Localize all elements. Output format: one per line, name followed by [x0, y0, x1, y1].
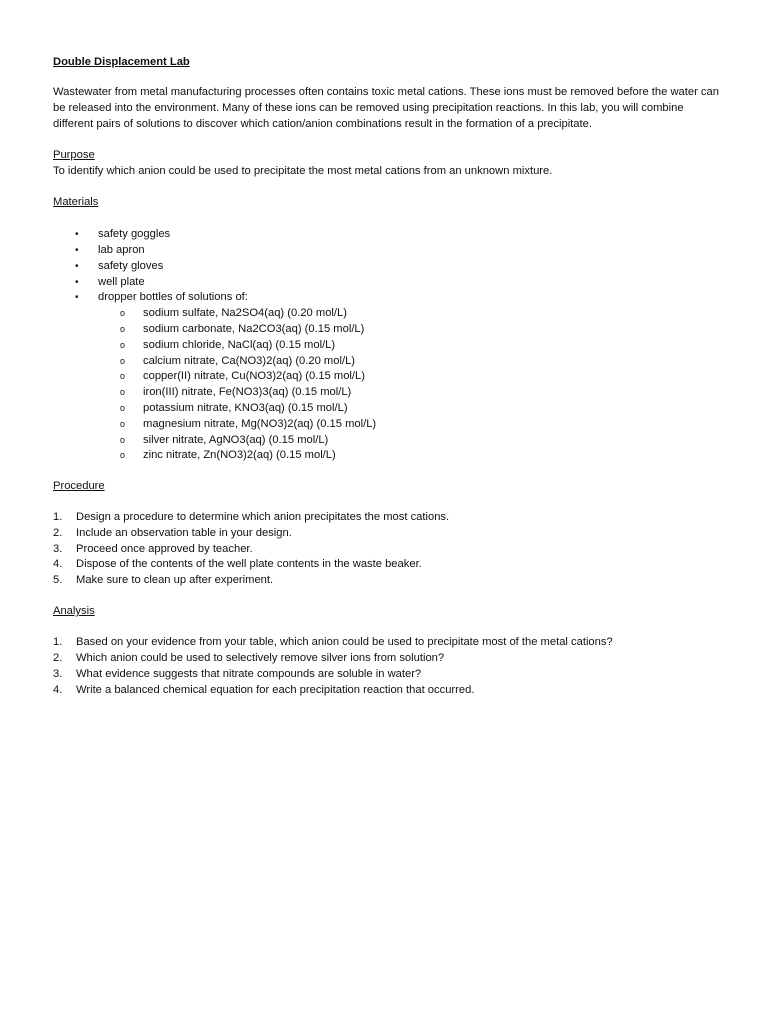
circle-bullet-icon: o — [120, 387, 126, 398]
circle-bullet-icon: o — [120, 418, 126, 429]
analysis-list — [53, 635, 721, 698]
materials-item-label: well plate — [98, 275, 145, 288]
step-number: 3. — [53, 542, 63, 555]
circle-bullet-icon: o — [120, 434, 126, 445]
analysis-question — [53, 651, 721, 667]
question-number: 4. — [53, 683, 63, 696]
solution-item — [53, 401, 721, 417]
circle-bullet-icon: o — [120, 371, 126, 382]
solutions-list — [98, 306, 721, 464]
materials-item-label: safety gloves — [98, 259, 164, 272]
materials-item — [53, 290, 721, 464]
question-text: Write a balanced chemical equation for each precipitation reaction that occurred. — [76, 683, 475, 696]
circle-bullet-icon: o — [120, 324, 126, 335]
solution-label: sodium chloride, NaCl(aq) (0.15 mol/L) — [143, 338, 336, 351]
solution-item — [53, 322, 721, 338]
question-number: 3. — [53, 667, 63, 680]
materials-item-label: safety goggles — [98, 228, 171, 241]
question-text: Which anion could be used to selectively remove silver ions from solution? — [76, 652, 445, 665]
circle-bullet-icon: o — [120, 339, 126, 350]
materials-heading: Materials — [53, 196, 99, 209]
circle-bullet-icon: o — [120, 403, 126, 414]
solution-label: sodium sulfate, Na2SO4(aq) (0.20 mol/L) — [143, 307, 347, 320]
solution-item — [53, 354, 721, 370]
bullet-icon: • — [75, 245, 79, 257]
circle-bullet-icon: o — [120, 308, 126, 319]
solution-label: zinc nitrate, Zn(NO3)2(aq) (0.15 mol/L) — [143, 449, 336, 462]
procedure-step — [53, 542, 721, 558]
step-text: Include an observation table in your design. — [76, 526, 292, 539]
bullet-icon: • — [75, 260, 79, 272]
question-text: What evidence suggests that nitrate compounds are soluble in water? — [76, 667, 422, 680]
step-text: Proceed once approved by teacher. — [76, 542, 253, 555]
analysis-question — [53, 635, 721, 651]
solution-item — [53, 417, 721, 433]
procedure-list — [53, 510, 721, 589]
materials-item — [53, 259, 721, 275]
materials-item-label: lab apron — [98, 244, 145, 257]
bullet-icon: • — [75, 229, 79, 241]
circle-bullet-icon: o — [120, 355, 126, 366]
step-text: Design a procedure to determine which anion precipitates the most cations. — [76, 511, 450, 524]
question-text: Based on your evidence from your table, which anion could be used to precipitate most of the metal cations? — [76, 636, 613, 649]
solution-label: iron(III) nitrate, Fe(NO3)3(aq) (0.15 mol/L) — [143, 386, 352, 399]
solution-label: silver nitrate, AgNO3(aq) (0.15 mol/L) — [143, 433, 329, 446]
procedure-step — [53, 510, 721, 526]
analysis-question — [53, 683, 721, 699]
step-number: 2. — [53, 526, 63, 539]
solution-label: potassium nitrate, KNO3(aq) (0.15 mol/L) — [143, 402, 348, 415]
analysis-question — [53, 667, 721, 683]
solution-label: copper(II) nitrate, Cu(NO3)2(aq) (0.15 mol/L) — [143, 370, 365, 383]
purpose-heading: Purpose — [53, 149, 95, 162]
materials-item — [53, 243, 721, 259]
procedure-step — [53, 526, 721, 542]
solution-label: calcium nitrate, Ca(NO3)2(aq) (0.20 mol/L) — [143, 354, 356, 367]
solution-label: sodium carbonate, Na2CO3(aq) (0.15 mol/L) — [143, 323, 365, 336]
step-text: Make sure to clean up after experiment. — [76, 574, 274, 587]
solution-item — [53, 433, 721, 449]
materials-item — [53, 227, 721, 243]
procedure-heading: Procedure — [53, 479, 105, 492]
intro-paragraph: Wastewater from metal manufacturing processes often contains toxic metal cations. These ions must be removed before the water can be released into the environment. Many of these ions can be removed using precipitation reactions. In this lab, you will combine different pairs of solutions to discover which cation/anion combinations result in the formation of a precipitate. — [53, 86, 719, 130]
materials-item — [53, 275, 721, 291]
procedure-step — [53, 557, 721, 573]
solution-item — [53, 306, 721, 322]
document-title: Double Displacement Lab — [53, 56, 190, 68]
analysis-heading: Analysis — [53, 605, 95, 618]
step-number: 5. — [53, 574, 63, 587]
document-page — [53, 55, 721, 699]
solution-item — [53, 369, 721, 385]
bullet-icon: • — [75, 276, 79, 288]
step-number: 4. — [53, 558, 63, 571]
purpose-text: To identify which anion could be used to precipitate the most metal cations from an unknown mixture. — [53, 165, 553, 178]
bullet-icon: • — [75, 292, 79, 304]
solution-item — [53, 448, 721, 464]
solution-item — [53, 385, 721, 401]
materials-list — [53, 227, 721, 464]
question-number: 2. — [53, 652, 63, 665]
question-number: 1. — [53, 636, 63, 649]
step-text: Dispose of the contents of the well plate contents in the waste beaker. — [76, 558, 422, 571]
solution-label: magnesium nitrate, Mg(NO3)2(aq) (0.15 mol/L) — [143, 417, 377, 430]
solution-item — [53, 338, 721, 354]
materials-item-label: dropper bottles of solutions of: — [98, 291, 248, 304]
procedure-step — [53, 573, 721, 589]
step-number: 1. — [53, 511, 63, 524]
circle-bullet-icon: o — [120, 450, 126, 461]
